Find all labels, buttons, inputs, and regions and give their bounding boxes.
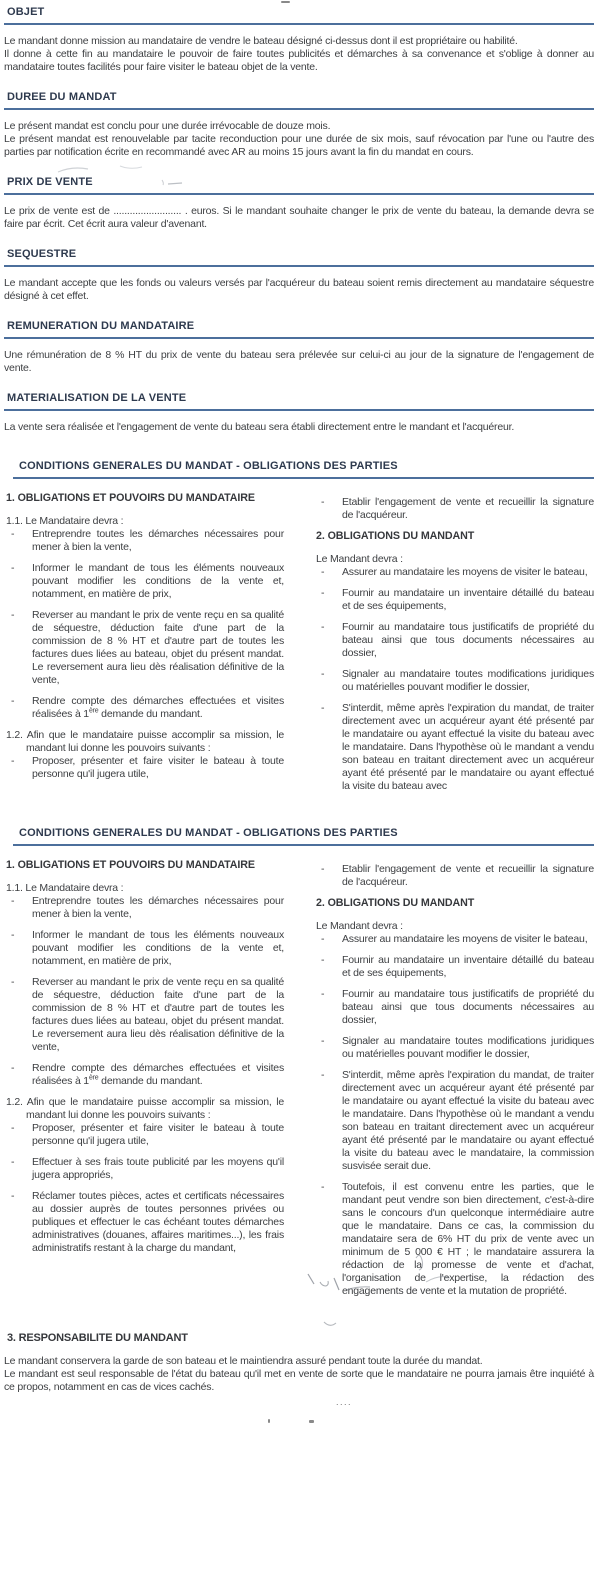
paragraph: Le mandant conservera la garde de son bateau et le maintiendra assuré pendant toute la durée du mandat. [4, 1355, 483, 1367]
paragraph: La vente sera réalisée et l'engagement de vente du bateau sera établi directement entre le mandant et l'acquéreur. [4, 421, 515, 433]
section-objet [4, 6, 594, 74]
list-item: - Entreprendre toutes les démarches nécessaires pour mener à bien la vente, [6, 528, 284, 554]
paragraph: Le prix de vente est de ......................... . euros. Si le mandant souhaite changer le prix de vente du bateau, la demande devra se faire par écrit. Cet écrit aura valeur d'avenant. [4, 205, 594, 230]
list-item: - Effectuer à ses frais toute publicité par les moyens qu'il jugera appropriés, [6, 1156, 284, 1182]
scan-speck [268, 1419, 270, 1423]
list-item: - Etablir l'engagement de vente et recueillir la signature de l'acquéreur. [316, 863, 594, 889]
clause-heading: 2. OBLIGATIONS DU MANDANT [316, 530, 475, 542]
section-sequestre [4, 248, 594, 303]
list-item: - Rendre compte des démarches effectuées et visites réalisées à 1ère demande du mandant. [6, 1062, 284, 1088]
section-title-materialisation: MATERIALISATION DE LA VENTE [4, 392, 594, 411]
superscript: ère [88, 1074, 99, 1082]
section-title-duree: DUREE DU MANDAT [4, 91, 594, 110]
clause-intro: 1.1. Le Mandataire devra : [6, 882, 124, 894]
column-left [6, 859, 284, 1306]
section-title-conditions-2: CONDITIONS GENERALES DU MANDAT - OBLIGATIONS DES PARTIES [13, 827, 594, 846]
scan-speck [281, 1, 290, 3]
clause-intro: Le Mandant devra : [316, 920, 403, 932]
list-item: - Informer le mandant de tous les éléments nouveaux pouvant modifier les conditions de la vente et, notamment, en matière de prix, [6, 562, 284, 601]
list-item: - Proposer, présenter et faire visiter le bateau à toute personne qu'il jugera utile, [6, 755, 284, 781]
list-item: - Rendre compte des démarches effectuées et visites réalisées à 1ère demande du mandant. [6, 695, 284, 721]
paragraph: Une rémunération de 8 % HT du prix de vente du bateau sera prélevée sur celui-ci au jour de la signature de l'engagement de vente. [4, 349, 594, 374]
section-conditions-2 [4, 827, 594, 1306]
section-conditions-1 [4, 460, 594, 801]
list-item: - Fournir au mandataire un inventaire détaillé du bateau et de ses équipements, [316, 954, 594, 980]
list-item: - Etablir l'engagement de vente et recueillir la signature de l'acquéreur. [316, 496, 594, 522]
section-responsabilite [4, 1332, 594, 1394]
section-title-responsabilite: 3. RESPONSABILITE DU MANDANT [7, 1332, 188, 1344]
list-item: - Reverser au mandant le prix de vente reçu en sa qualité de séquestre, déduction faite d'une part de la commission de 8 % HT et d'autre part de toutes les factures dues liées au bateau, objet du présent mandat. Le reversement aura lieu dès réalisation définitive de la vente, [6, 976, 284, 1054]
list-item: - Reverser au mandant le prix de vente reçu en sa qualité de séquestre, déduction faite d'une part de la commission de 8 % HT et d'autre part de toutes les factures dues liées au bateau, objet du présent mandat. Le reversement aura lieu dès réalisation définitive de la vente, [6, 609, 284, 687]
clause-heading: 1. OBLIGATIONS ET POUVOIRS DU MANDATAIRE [6, 859, 255, 871]
column-left [6, 492, 284, 801]
two-column-block [6, 859, 594, 1306]
paragraph: Le mandant donne mission au mandataire de vendre le bateau désigné ci-dessus dont il est propriétaire ou habilité. [4, 35, 518, 47]
two-column-block [6, 492, 594, 801]
column-right [316, 492, 594, 801]
section-prix [4, 176, 594, 231]
scan-speck [309, 1420, 314, 1423]
clause-intro: 1.1. Le Mandataire devra : [6, 515, 124, 527]
section-remuneration [4, 320, 594, 375]
clause-heading: 2. OBLIGATIONS DU MANDANT [316, 897, 475, 909]
section-title-prix: PRIX DE VENTE [4, 176, 594, 195]
list-item: - Assurer au mandataire les moyens de visiter le bateau, [316, 933, 594, 946]
clause-intro: Le Mandant devra : [316, 553, 403, 565]
section-title-objet: OBJET [4, 6, 594, 25]
list-item: - Entreprendre toutes les démarches nécessaires pour mener à bien la vente, [6, 895, 284, 921]
section-title-sequestre: SEQUESTRE [4, 248, 594, 267]
list-item: - Proposer, présenter et faire visiter le bateau à toute personne qu'il jugera utile, [6, 1122, 284, 1148]
list-item: - Fournir au mandataire un inventaire détaillé du bateau et de ses équipements, [316, 587, 594, 613]
section-duree [4, 91, 594, 159]
column-right [316, 859, 594, 1306]
paragraph: Le présent mandat est renouvelable par tacite reconduction pour une durée de six mois, sauf révocation par l'une ou l'autre des parties par notification écrite en recommandé avec AR au moins 15 jours avant la fin du mandat en cours. [4, 133, 594, 158]
list-item: - Signaler au mandataire toutes modifications juridiques ou matérielles pouvant modifier le dossier, [316, 668, 594, 694]
clause-intro: 1.2. Afin que le mandataire puisse accomplir sa mission, le mandant lui donne les pouvoirs suivants : [6, 1096, 284, 1121]
section-materialisation [4, 392, 594, 434]
list-item: - Informer le mandant de tous les éléments nouveaux pouvant modifier les conditions de la vente et, notamment, en matière de prix, [6, 929, 284, 968]
list-item: - S'interdit, même après l'expiration du mandat, de traiter directement avec un acquéreur ayant été présenté par le mandataire ou ayant effectué la visite du bateau avec le mandataire. Dans l'hypothèse où le mandant a vendu son bateau en traitant directement avec un acquéreur ayant été présenté par le mandataire ou ayant effectué la visite du bateau avec [316, 702, 594, 793]
scan-noise-dots: .... [336, 1397, 353, 1407]
list-item: - Fournir au mandataire tous justificatifs de propriété du bateau ainsi que tous documents nécessaires au dossier, [316, 621, 594, 660]
paragraph: Le mandant est seul responsable de l'état du bateau qu'il met en vente de sorte que le mandataire ne pourra jamais être inquiété à ce propos, notamment en cas de vices cachés. [4, 1368, 594, 1393]
section-title-remuneration: REMUNERATION DU MANDATAIRE [4, 320, 594, 339]
section-title-conditions-1: CONDITIONS GENERALES DU MANDAT - OBLIGATIONS DES PARTIES [13, 460, 594, 479]
list-item: - Fournir au mandataire tous justificatifs de propriété du bateau ainsi que tous documents nécessaires au dossier, [316, 988, 594, 1027]
list-item: - Signaler au mandataire toutes modifications juridiques ou matérielles pouvant modifier le dossier, [316, 1035, 594, 1061]
list-item: - Toutefois, il est convenu entre les parties, que le mandant peut vendre son bien directement, c'est-à-dire sans le concours d'un quelconque intermédiaire autre que le mandataire. Dans ce cas, la commission du mandataire sera de 6% HT du prix de vente avec un minimum de 5 000 € HT ; le mandataire assurera la rédaction de la promesse de vente et d'achat, l'organisation de l'expertise, la rédaction des engagements de vente et la mutation de propriété. [316, 1181, 594, 1298]
paragraph: Le présent mandat est conclu pour une durée irrévocable de douze mois. [4, 120, 331, 132]
paragraph: Le mandant accepte que les fonds ou valeurs versés par l'acquéreur du bateau soient remis directement au mandataire séquestre désigné à cet effet. [4, 277, 594, 302]
paragraph: Il donne à cette fin au mandataire le pouvoir de faire toutes publicités et démarches à sa convenance et s'oblige à donner au mandataire toutes facilités pour faire visiter le bateau objet de la vente. [4, 48, 594, 73]
list-item: - Réclamer toutes pièces, actes et certificats nécessaires au dossier auprès de toutes personnes privées ou publiques et effectuer le cas échéant toutes démarches administratives (douanes, affaires maritimes...), les frais administratifs restant à la charge du mandant, [6, 1190, 284, 1255]
list-item: - Assurer au mandataire les moyens de visiter le bateau, [316, 566, 594, 579]
clause-intro: 1.2. Afin que le mandataire puisse accomplir sa mission, le mandant lui donne les pouvoirs suivants : [6, 729, 284, 754]
superscript: ère [88, 707, 99, 715]
clause-heading: 1. OBLIGATIONS ET POUVOIRS DU MANDATAIRE [6, 492, 255, 504]
list-item: - S'interdit, même après l'expiration du mandat, de traiter directement avec un acquéreur ayant été présenté par le mandataire ou ayant effectué la visite du bateau avec le mandataire. Dans l'hypothèse où le mandant a vendu son bateau en traitant directement avec un acquéreur ayant été présenté par le mandataire ou ayant effectué la visite du bateau avec le mandataire, la commission susvisée serait due. [316, 1069, 594, 1173]
